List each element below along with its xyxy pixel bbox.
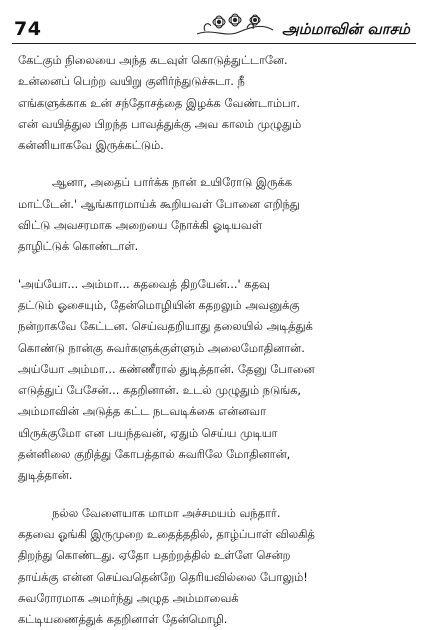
- text-line: ஆனா, அதைப் பார்க்க நான் உயிரோடு இருக்க: [52, 175, 293, 190]
- paragraph: [18, 172, 410, 257]
- text-line: நல்ல வேளையாக மாமா அச்சமயம் வந்தார்.: [52, 505, 281, 520]
- text-line: யிருக்குமோ என பயந்தவன், ஏதும் செய்ய முடியா: [18, 425, 278, 440]
- text-line: 'அய்யோ... அம்மா... கதவைத் திறயேன்...' கதவு: [18, 276, 270, 291]
- text-line: என் வயித்துல பிறந்த பாவத்துக்கு அவ காலம் முழுதும்: [18, 116, 302, 131]
- text-line: நன்றாகவே கேட்டன. செய்வதறியாது தலையில் அடித்துக்: [18, 319, 313, 334]
- page-body: [18, 50, 410, 630]
- paragraph: [18, 503, 410, 630]
- page-header: [10, 10, 414, 44]
- text-line: கேட்கும் நிலையை அந்த கடவுள் கொடுத்துட்டானே.: [18, 53, 288, 67]
- header-rule: [12, 43, 416, 44]
- text-line: கதவை ஓங்கி இருமுறை உதைத்ததில், தாழ்ப்பாள் விலகித்: [18, 526, 315, 541]
- text-line: விட்டு அவசரமாக அறையை நோக்கி ஓடியவள்: [18, 218, 263, 233]
- paragraph: [18, 50, 410, 156]
- text-line: கட்டியணைத்துக் கதறினாள் தேன்மொழி.: [18, 612, 228, 627]
- text-line: கன்னியாகவே இருக்கட்டும்.: [18, 138, 164, 153]
- page-number: 74: [14, 18, 42, 40]
- text-line: உன்னைப் பெற்ற வயிறு குளிர்ந்துடுச்சுடா. நீ: [18, 74, 245, 89]
- text-line: சுவரோரமாக அமர்ந்து அழுத அம்மாவைக்: [18, 590, 239, 605]
- text-line: எடுத்துப் பேசேன்... கதறினான். உடல் முழுதும் நடுங்க,: [18, 383, 302, 398]
- text-line: தாய்க்கு என்ன செய்வதென்றே தெரியவில்லை போலும்!: [18, 569, 308, 584]
- text-line: தன்னிலை குறித்து கோபத்தால் சுவரிலே மோதினான்,: [18, 447, 291, 462]
- text-line: தட்டும் ஓசையும், தேன்மொழியின் கதறலும் அவனுக்கு: [18, 297, 300, 312]
- text-line: துடித்தான்.: [18, 468, 73, 483]
- running-title: அம்மாவின் வாசம்: [281, 20, 410, 38]
- text-line: மாட்டேன்.' ஆங்காரமாய்க் கூறியவள் போனை எறிந்து: [18, 196, 300, 211]
- floral-ornament-icon: [195, 12, 275, 42]
- text-line: தாழிட்டுக் கொண்டாள்.: [18, 239, 139, 254]
- text-line: அம்மாவின் அடுத்த கட்ட நடவடிக்கை என்னவா: [18, 404, 267, 419]
- text-line: திறந்து கொண்டது. ஏதோ பதற்றத்தில் உள்ளே சென்ற: [18, 548, 291, 563]
- text-line: எங்களுக்காக உன் சந்தோசத்தை இழக்க வேண்டாம்பா.: [18, 95, 301, 110]
- paragraph: [18, 274, 410, 487]
- text-line: கொண்டு நான்கு சுவர்களுக்குள்ளும் அலைமோதினான்.: [18, 340, 305, 355]
- text-line: அய்யோ அம்மா... கண்ணீரால் துடித்தான். தேனு போனை: [18, 361, 315, 376]
